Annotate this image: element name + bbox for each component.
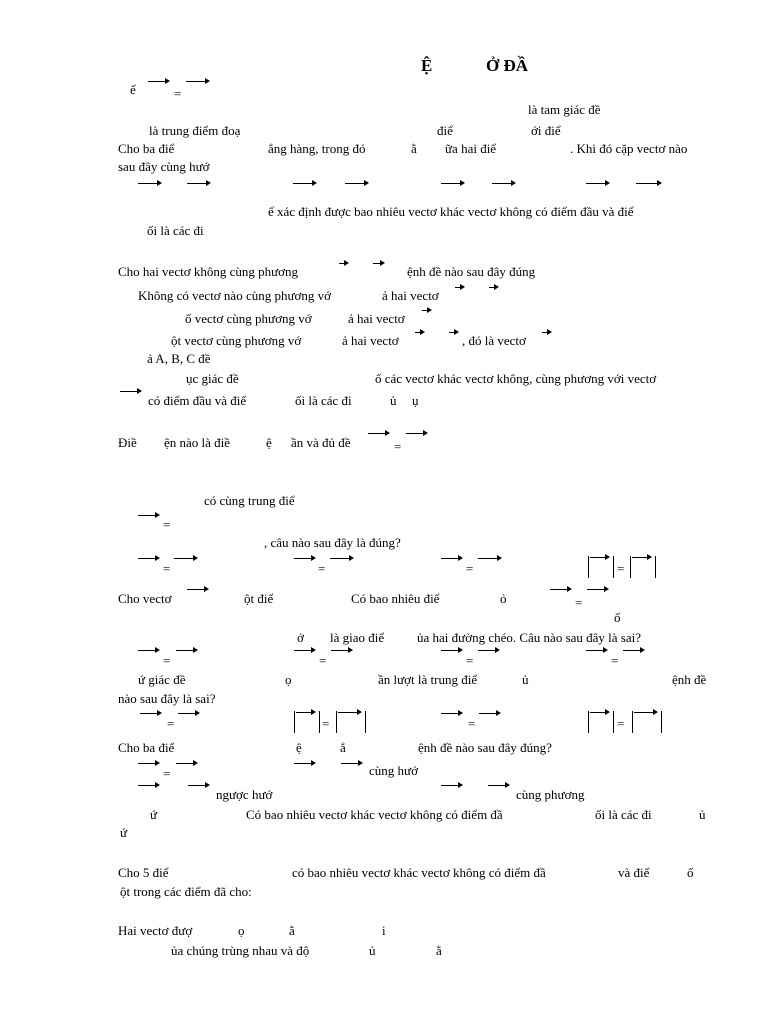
text-line: ủ [522,672,529,687]
vector-arrow [623,647,645,653]
text-line: ủa chúng trùng nhau và độ [171,943,310,958]
text-line: ứ giác đề [138,672,186,687]
text-line: là giao điể [330,630,385,645]
text-line: ả A, B, C đề [147,351,211,366]
vector-arrow [294,647,316,653]
text-line: ể xác định được bao nhiêu vectơ khác vectơ không có điểm đầu và điể [268,204,634,219]
vector-arrow [586,180,610,186]
text-line: ỏ [500,591,507,606]
equals-sign: = [575,595,583,610]
text-line: ngược hướ [216,787,273,802]
text-line: Có bao nhiêu vectơ khác vectơ không có điểm đầ [246,807,503,822]
equals-sign: = [466,561,474,576]
text-line: ụ [412,393,419,408]
text-line: có điểm đầu và điể [148,393,247,408]
text-line: sau đây cùng hướ [118,159,210,174]
text-line: Không có vectơ nào cùng phương vớ [138,288,332,303]
text-line: ối là các đi [147,223,204,238]
text-line: ệnh đề nào sau đây đúng [407,264,536,279]
equals-sign: = [466,653,474,668]
text-line: điể [437,123,453,138]
vector-arrow [415,329,425,335]
text-line: ủa hai đường chéo. Câu nào sau đây là sai? [417,630,642,645]
text-line: có cùng trung điể [204,493,295,508]
vector-arrow [294,760,316,766]
vector-arrow [441,710,463,716]
text-line: ủ [390,393,397,408]
equals-sign: = [174,86,182,101]
vector-arrow [373,260,385,266]
vector-arrow [478,555,502,561]
text-line: ố [687,865,694,880]
vector-arrow [140,710,162,716]
vector-arrow [441,555,463,561]
vector-arrow [550,586,572,592]
text-line: Hai vectơ đượ [118,923,193,938]
text-line: ối là các đi [595,807,652,822]
text-line: ằ [289,923,295,938]
vector-arrow [176,647,198,653]
vector-arrow [479,710,501,716]
text-line: ục giác đề [186,371,239,386]
text-line: cùng phương [516,787,585,802]
text-line: ột điể [244,591,274,606]
vector-arrow [294,555,316,561]
text-line: Điề [118,435,137,450]
vector-arrow [330,555,354,561]
text-line: ố [614,610,621,625]
vector-arrow [590,554,610,560]
vector-arrow [632,554,652,560]
text-line: ối là các đi [295,393,352,408]
text-line: ả hai vectơ [342,333,399,348]
vector-arrow [148,78,170,84]
vector-arrow [449,329,459,335]
vector-arrow [186,78,210,84]
vector-arrow [176,760,198,766]
text-line: Cho 5 điể [118,865,169,880]
vector-arrow [478,647,500,653]
text-line: có bao nhiêu vectơ khác vectơ không có điểm đầ [292,865,546,880]
text-line: ả hai vectơ [382,288,439,303]
text-line: ẳ [340,740,346,755]
vector-arrow [138,555,160,561]
equals-sign: = [468,716,476,731]
text-line: ệ [296,740,302,755]
vector-arrow [345,180,369,186]
vector-arrow [590,709,610,715]
equals-sign: = [611,653,619,668]
text-line: ệnh đề nào sau đây đúng? [418,740,552,755]
text-line: ện nào là điề [164,435,231,450]
text-line: ữa hai điể [445,141,497,156]
text-line: Cho ba điể [118,740,175,755]
text-line: là trung điểm đoạ [149,123,241,138]
title-part-1: Ệ [421,56,433,75]
text-line: , câu nào sau đây là đúng? [264,535,401,550]
vector-arrow [441,180,465,186]
text-line: ở [297,630,304,645]
text-line: ệnh đề [672,672,707,687]
text-line: . Khi đó cặp vectơ nào [570,141,688,156]
title-part-2: Ở ĐẦ [486,56,529,75]
vector-arrow [331,647,353,653]
vector-arrow [138,180,162,186]
text-line: ọ [285,672,292,687]
vector-arrow [338,709,362,715]
text-line: ột vectơ cùng phương vớ [171,333,302,348]
vector-arrow [368,430,390,436]
vector-arrow [296,709,316,715]
vector-arrow [187,180,211,186]
vector-arrow [492,180,516,186]
text-line: nào sau đây là sai? [118,691,216,706]
vector-arrow [339,260,349,266]
vector-arrow [138,512,160,518]
equals-sign: = [617,561,625,576]
text-line: ột trong các điểm đã cho: [120,884,252,899]
text-line: cùng hướ [369,763,418,778]
text-line: ới điể [531,123,561,138]
text-line: ố các vectơ khác vectơ không, cùng phương với vectơ [375,371,657,386]
vector-arrow [120,388,142,394]
text-line: ủ [699,807,706,822]
vector-arrow [636,180,662,186]
vector-arrow [138,782,160,788]
vector-arrow [188,782,210,788]
text-line: ằ [436,943,442,958]
text-line: là tam giác đề [528,102,601,117]
text-line: ế [130,82,136,97]
text-line: Cho hai vectơ không cùng phương [118,264,299,279]
text-line: ần lượt là trung điể [378,672,478,687]
equals-sign: = [163,517,171,532]
text-line: Cho ba điể [118,141,175,156]
vector-arrow [488,782,510,788]
equals-sign: = [163,766,171,781]
vector-arrow [422,307,432,313]
text-line: ủ [369,943,376,958]
text-line: ệ [266,435,272,450]
text-line: ố vectơ cùng phương vớ [185,311,312,326]
vector-arrow [586,647,608,653]
text-line: , đó là vectơ [462,333,526,348]
equals-sign: = [318,561,326,576]
equals-sign: = [163,561,171,576]
vector-arrow [138,647,160,653]
text-line: ọ [238,923,245,938]
equals-sign: = [617,716,625,731]
vector-arrow [441,782,463,788]
text-line: ằ [411,141,417,156]
text-line: ả hai vectơ [348,311,405,326]
vector-arrow [178,710,200,716]
vector-arrow [341,760,363,766]
text-line: ần và đủ đề [291,435,351,450]
vector-arrow [174,555,198,561]
vector-arrow [489,284,499,290]
text-line: Có bao nhiêu điể [351,591,440,606]
text-line: ứ [120,825,128,840]
vector-arrow [187,586,209,592]
vector-arrow [406,430,428,436]
text-line: ứ [150,807,158,822]
vector-arrow [542,329,552,335]
equals-sign: = [319,653,327,668]
text-line: ẳng hàng, trong đó [268,141,366,156]
equals-sign: = [322,716,330,731]
text-line: i [382,923,386,938]
vector-arrow [634,709,658,715]
text-line: và điể [618,865,650,880]
vector-arrow [441,647,463,653]
equals-sign: = [394,439,402,454]
vector-arrow [587,586,609,592]
equals-sign: = [163,653,171,668]
vector-arrow [138,760,160,766]
vector-arrow [293,180,317,186]
vector-arrow [455,284,465,290]
text-line: Cho vectơ [118,591,172,606]
equals-sign: = [167,716,175,731]
